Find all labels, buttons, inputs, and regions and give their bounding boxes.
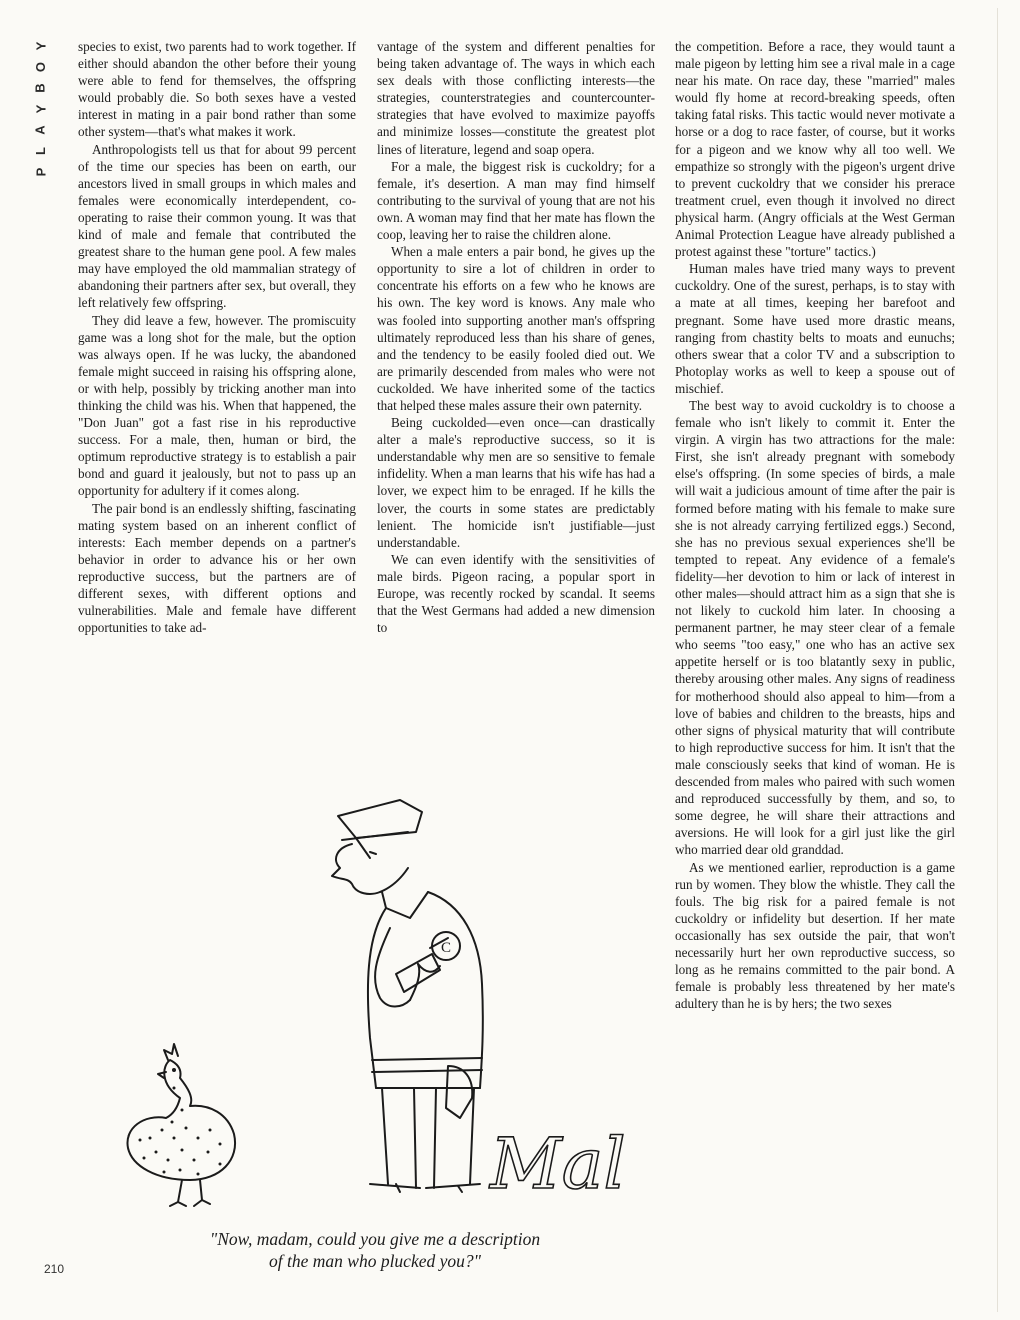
masthead-letter: A (32, 125, 48, 135)
paragraph: When a male enters a pair bond, he gives up the opportunity to sire a lot of children in order to concentrate his efforts on a few who he knows are his own. The key word is knows. Any male who was fooled into supporting another man's offspring ultimately reproduced less than his share of genes, and the tendency to be easily fooled died out. We are primarily descended from males who were not cuckolded. We have inherited some of the tactics that helped these males assure their own paternity. (377, 244, 655, 413)
paragraph: We can even identify with the sensitivities of male birds. Pigeon racing, a popular sport in Europe, was recently rocked by scandal. It seems that the West Germans had added a new dimension to (377, 551, 655, 636)
page-edge-rule (997, 8, 998, 1312)
caption-line: of the man who plucked you?" (269, 1251, 481, 1271)
article-column-3 (675, 38, 955, 1290)
masthead-letter: O (33, 61, 48, 73)
badge-text: C (441, 940, 452, 956)
paragraph: species to exist, two parents had to work together. If either should abandon the other before their young were able to fend for themselves, the offspring would probably die. So both sexes have a vested interest in mating in a pair bond rather than some other system—that's what makes it work. (78, 39, 356, 140)
paragraph: The best way to avoid cuckoldry is to choose a female who isn't likely to commit it. Enter the virgin. A virgin has two attractions for the male: First, she isn't already pregnant with somebody else's offspring. (In some species of birds, a male will wait a judicious amount of time after the pair is formed before mating with his female to make sure she is not already carrying fertilized eggs.) Second, she has no previous sexual experiences she'll be tempted to repeat. Any evidence of a female's fidelity—her devotion to him or lack of interest in other males—should attract him as a sign that she is not likely to cuckold him later. In choosing a permanent partner, he may steer clear of a female who seems "too easy," one who has an active sex appetite herself or is too blatantly sexy in public, thereby arousing other males. Any signs of readiness for motherhood should also appeal to him—from a love of babies and children to the breasts, hips and other signs of physical maturity that will contribute to high reproductive success for him. It isn't that the male consciously seeks that kind of woman. He is descended from males who paired with such women and reproduced successfully by them, and so, to some degree, he will share their attractions and aversions. He will look for a girl just like the girl who married dear old granddad. (675, 397, 955, 858)
policeman-legs (382, 1088, 388, 1184)
artist-signature: Mal (490, 1123, 626, 1205)
magazine-name-vertical (30, 38, 52, 180)
plucked-hen (127, 1060, 235, 1180)
notebook (396, 954, 440, 992)
masthead-letter: B (32, 83, 48, 93)
cartoon-illustration (70, 788, 660, 1213)
cartoon-caption (140, 1228, 610, 1272)
masthead-letter: Y (32, 104, 48, 114)
paragraph: vantage of the system and different penalties for being taken advantage of. The ways in which each sex deals with those conflicting interests—the strategies, counterstrategies and countercounter-strategies that have evolved to maximize payoffs and minimize losses—constitute the greatest plot lines of literature, legend and soap opera. (377, 39, 655, 157)
cartoon-drawing (70, 788, 660, 1213)
paragraph: the competition. Before a race, they would taunt a male pigeon by letting him see a rival male in a cage near his mate. On race day, these "married" males would fly home at record-breaking speeds, often taking fatal risks. This tactic would never motivate a horse or a dog to race faster, of course, but it works for a pigeon and we know why all too well. We empathize so strongly with the pigeon's urgent drive to prevent cuckoldry that we consider his prerace treatment cruel, even though it involved no direct physical harm. (Angry officials at the West German Animal Protection League have already published a protest against these "torture" tactics.) (675, 39, 955, 260)
hen-eye (172, 1068, 176, 1072)
paragraph: They did leave a few, however. The promiscuity game was a long shot for the male, but the option was always open. If he was lucky, the abandoned female might succeed in raising his offspring alone, or with help, possibly by tricking another man into thinking the child was his. When that happened, the "Don Juan" got a fast rise in his reproductive success. For a male, then, human or bird, the optimum reproductive strategy is to establish a pair bond and guard it jealously, but not to pass up an opportunity for adultery if it comes along. (78, 312, 356, 499)
paragraph: Human males have tried many ways to prevent cuckoldry. One of the surest, perhaps, is to stay with a mate at all times, keeping her barefoot and pregnant. Some have used more drastic means, ranging from chastity belts to moats and eunuchs; others swear that a color TV and a subscription to Photoplay works as well to keep a spouse out of mischief. (675, 261, 955, 396)
masthead-letter: Y (32, 41, 48, 51)
paragraph: The pair bond is an endlessly shifting, fascinating mating system based on an inherent conflict of interests: Each member depends on a partner's behavior in order to advance his or her own reproductive success, but the partners are of different sexes, with different options and vulnerabilities. Male and female have different opportunities to take ad- (78, 500, 356, 636)
paragraph: Being cuckolded—even once—can drastically alter a male's reproductive success, so it is understandable why men are so sensitive to female infidelity. When a man learns that his wife has had a lover, we expect him to be enraged. If he kills the lover, the courts in some states are predictably lenient. The homicide isn't justifiable—just understandable. (377, 415, 655, 550)
page-number: 210 (44, 1262, 65, 1276)
paragraph: As we mentioned earlier, reproduction is a game run by women. They blow the whistle. They call the fouls. The big risk for a paired female is not cuckoldry or infidelity but desertion. If her mate occasionally has sex outside the pair, that won't necessarily hurt her own reproductive success, so long as he remains committed to the pair bond. A female is probably less threatened by her mate's adultery than he is by hers; the two sexes (675, 859, 955, 1012)
policeman-coat (368, 908, 386, 1088)
holster (446, 1066, 472, 1118)
policeman-head (332, 844, 380, 894)
police-cap (338, 800, 422, 838)
article-column-2 (377, 38, 655, 780)
paragraph: For a male, the biggest risk is cuckoldry; for a female, it's desertion. A man may find himself contributing to the survival of young that are not his own. A woman may find that her mate has flown the coop, leaving her to raise the children alone. (377, 158, 655, 243)
caption-line: "Now, madam, could you give me a description (209, 1229, 541, 1249)
masthead-letter: L (32, 147, 48, 155)
paragraph: Anthropologists tell us that for about 99 percent of the time our species has been on earth, our ancestors lived in small groups in which males and females were economically interdependent, co-operating to raise their common young. It was that kind of male and female that contributed the greatest share to the human gene pool. A few males may have employed the old mammalian strategy of abandoning their partners after sex, but overall, they left relatively few offspring. (78, 141, 356, 311)
masthead-letter: P (32, 167, 48, 177)
article-column-1 (78, 38, 356, 780)
